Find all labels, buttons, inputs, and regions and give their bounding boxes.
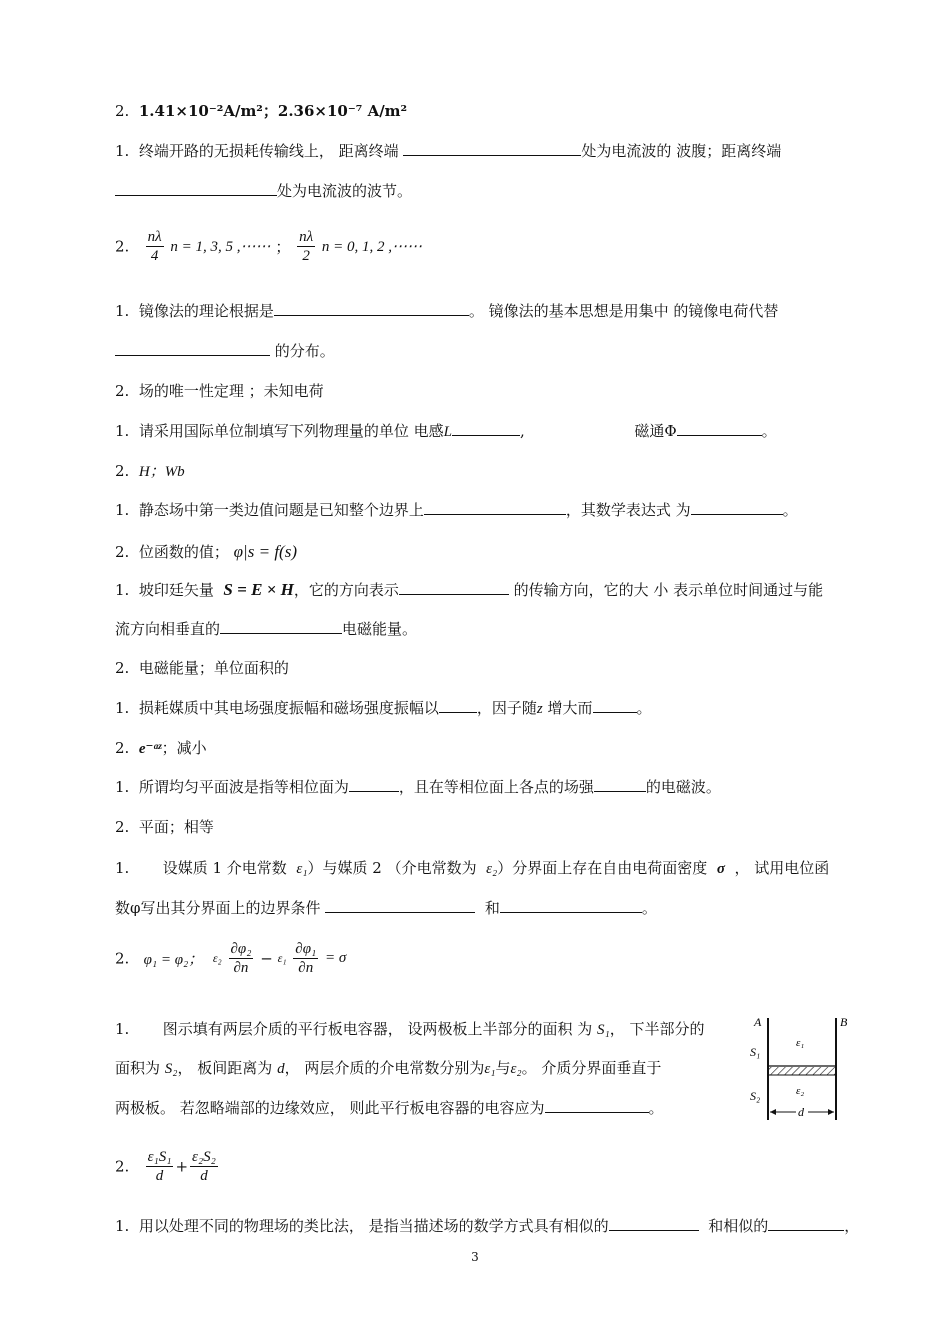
answer-line-17 [115,940,346,977]
operator: + [175,1157,189,1176]
question-text: 设媒质 1 介电常数 [162,859,287,877]
question-text: 。 [636,699,652,717]
blank-field[interactable] [677,421,762,436]
question-text: 的电磁波。 [645,778,721,796]
blank-field[interactable] [325,898,475,913]
formula: φ₁ = φ₂； [143,952,204,968]
capacitor-diagram [748,1012,858,1124]
question-text: 流方向相垂直的 [115,620,221,638]
operator: − [260,949,273,968]
question-line-4a [115,300,778,321]
question-text: 和 [484,899,500,917]
question-text: 用以处理不同的物理场的类比法， 是指当描述场的数学方式具有相似的 [138,1217,609,1235]
item-number: 2. [115,382,130,400]
question-text: 和相似的 [708,1217,769,1235]
fraction [293,940,318,977]
question-text: 图示填有两层介质的平行板电容器， 设两极板上半部分的面积 为 [162,1020,593,1038]
answer-line-3 [115,228,422,265]
label-A: A [754,1015,762,1029]
item-number: 1. [115,302,130,320]
item-number: 2. [115,659,130,677]
item-number: 2. [115,949,130,968]
numerator: nλ [147,229,162,245]
question-line-2a [115,140,781,161]
question-line-16a [115,857,829,878]
formula-text: n = 0, 1, 2 ,⋯⋯ [321,239,423,255]
item-number: 2. [115,739,130,757]
answer-text: 平面；相等 [138,818,214,836]
question-text: 静态场中第一类边值问题是已知整个边界上 [138,501,424,519]
item-number: 2. [115,102,130,120]
item-number: 1. [115,778,130,796]
label-S2: S₂ [750,1089,761,1103]
formula: φ|s = f(s) [233,542,297,561]
item-number: 1. [115,699,130,717]
answer-line-9 [115,541,297,562]
question-text: ，其数学表达式 为 [565,501,691,519]
denominator: d [200,1168,208,1184]
symbol: ε₁ [296,861,308,877]
question-text: ，且在等相位面上各点的场强 [398,778,594,796]
question-text: ， 板间距离为 [177,1059,273,1077]
question-line-6 [115,420,777,441]
variable: z [536,701,543,717]
question-text: 电磁能量。 [342,620,418,638]
denominator: 4 [150,248,159,264]
question-text: 磁通Φ [634,422,677,440]
item-number: 2. [115,818,130,836]
blank-field[interactable] [403,141,581,156]
question-text: ， 试用电位函 [734,859,830,877]
question-text: 增大而 [547,699,593,717]
answer-text: 场的唯一性定理 ；未知电荷 [138,382,324,400]
formula: = σ [325,950,347,966]
question-text: 请采用国际单位制填写下列物理量的单位 电感 [138,422,444,440]
blank-field[interactable] [609,1216,699,1231]
separator: ； [275,238,291,256]
answer-line-7 [115,460,185,481]
item-number: 2. [115,237,130,256]
question-text: 。 [782,501,798,519]
question-line-20 [115,1215,859,1236]
question-text: 。 [641,899,657,917]
numerator: ε₁S₁ [147,1149,172,1165]
numerator: ε₂S₂ [192,1149,216,1165]
question-line-10b [115,618,417,639]
item-number: 1. [115,422,130,440]
item-number: 1. [115,581,130,599]
blank-field[interactable] [349,777,399,792]
formula: S = E × H [223,580,294,599]
question-text: 的传输方向，它的大 小 表示单位时间通过与能 [513,581,824,599]
symbol: S₁ [597,1022,610,1038]
question-line-12 [115,697,652,718]
question-text: , [519,422,525,440]
denominator: ∂n [233,960,249,976]
question-text: 处为电流波的波节。 [277,182,413,200]
item-number: 2. [115,1157,130,1176]
question-line-18c [115,1097,664,1118]
numerator: nλ [299,229,314,245]
question-text: 所谓均匀平面波是指等相位面为 [138,778,349,796]
item-number: 1. [115,1217,130,1235]
blank-field[interactable] [439,698,477,713]
interface-hatch [768,1067,836,1075]
question-text: ，因子随 [476,699,537,717]
blank-field[interactable] [768,1216,844,1231]
numerator: ∂φ₂ [230,941,252,957]
item-number: 2. [115,543,130,561]
question-line-8 [115,499,798,520]
question-text: ）与媒质 2 （介电常数为 [307,859,477,877]
symbol: ε₁ [277,951,287,965]
formula: e⁻ᵃᶻ [138,741,162,757]
blank-field[interactable] [424,500,566,515]
blank-field[interactable] [594,777,646,792]
label-d: d [798,1105,804,1119]
question-text: 。 [761,422,777,440]
label-S1: S₁ [750,1045,761,1059]
question-line-10a [115,579,823,600]
symbol: S₂ [164,1061,178,1077]
item-number: 2. [115,462,130,480]
symbol: ε₁ [484,1061,496,1077]
question-text: 两极板。 若忽略端部的边缘效应， 则此平行板电容器的电容应为 [115,1099,545,1117]
answer-text: 1.41×10⁻²A/m²；2.36×10⁻⁷ A/m² [138,102,408,120]
question-text: 面积为 [115,1059,161,1077]
question-text: 。 [648,1099,664,1117]
variable: L [443,424,452,440]
formula-text: n = 1, 3, 5 ,⋯⋯ [170,239,271,255]
answer-line-11 [115,657,289,678]
answer-text: 位函数的值； [138,543,229,561]
numerator: ∂φ₁ [295,941,317,957]
question-text: ， [844,1217,860,1235]
item-number: 1. [115,859,130,877]
fraction [229,940,254,977]
question-text: 损耗媒质中其电场强度振幅和磁场强度振幅以 [138,699,439,717]
question-line-2b [115,180,412,201]
blank-field[interactable] [115,341,270,356]
question-line-4b [115,340,335,361]
question-text: 终端开路的无损耗传输线上， 距离终端 [138,142,399,160]
symbol: ε₂ [486,861,498,877]
answer-line-15 [115,816,214,837]
arrow-left-head [770,1109,776,1115]
symbol: ε₂ [212,951,222,965]
blank-field[interactable] [593,698,637,713]
arrow-right-head [828,1109,834,1115]
answer-text: 电磁能量；单位面积的 [138,659,289,677]
question-line-16b [115,897,657,918]
symbol: σ [716,861,725,877]
label-eps1: ε₁ [796,1037,805,1049]
question-text: 数φ写出其分界面上的边界条件 [115,899,321,917]
blank-field[interactable] [220,619,342,634]
answer-line-1 [115,100,407,121]
label-eps2: ε₂ [796,1085,805,1097]
question-line-18b [115,1057,661,1078]
page-number: 3 [471,1250,479,1264]
question-text: ，它的方向表示 [293,581,399,599]
answer-line-19 [115,1148,220,1185]
fraction [190,1148,218,1185]
answer-line-13 [115,737,207,758]
question-text: ）分界面上存在自由电荷面密度 [497,859,708,877]
question-text: 与 [495,1059,511,1077]
question-text: 。 介质分界面垂直于 [521,1059,662,1077]
label-B: B [840,1015,848,1029]
answer-text: H；Wb [138,464,185,480]
question-line-18a [115,1018,705,1039]
blank-field[interactable] [274,301,469,316]
item-number: 1. [115,142,130,160]
blank-field[interactable] [500,898,642,913]
question-text: 坡印廷矢量 [138,581,214,599]
blank-field[interactable] [452,421,520,436]
blank-field[interactable] [115,181,277,196]
item-number: 1. [115,501,130,519]
answer-line-5 [115,380,324,401]
blank-field[interactable] [691,500,783,515]
question-text: ， 两层介质的介电常数分别为 [284,1059,485,1077]
question-text: 镜像法的理论根据是 [138,302,274,320]
blank-field[interactable] [545,1098,649,1113]
fraction [146,228,164,265]
denominator: 2 [302,248,310,264]
symbol: d [277,1061,285,1077]
denominator: d [155,1168,164,1184]
fraction [146,1148,174,1185]
denominator: ∂n [298,960,314,976]
question-line-14 [115,776,721,797]
answer-text: ；减小 [161,739,207,757]
fraction [297,228,315,265]
question-text: 处为电流波的 波腹；距离终端 [581,142,782,160]
item-number: 1. [115,1020,130,1038]
question-text: ， 下半部分的 [609,1020,705,1038]
question-text: 的分布。 [274,342,335,360]
symbol: ε₂ [510,1061,522,1077]
blank-field[interactable] [399,580,509,595]
question-text: 。 镜像法的基本思想是用集中 的镜像电荷代替 [468,302,779,320]
